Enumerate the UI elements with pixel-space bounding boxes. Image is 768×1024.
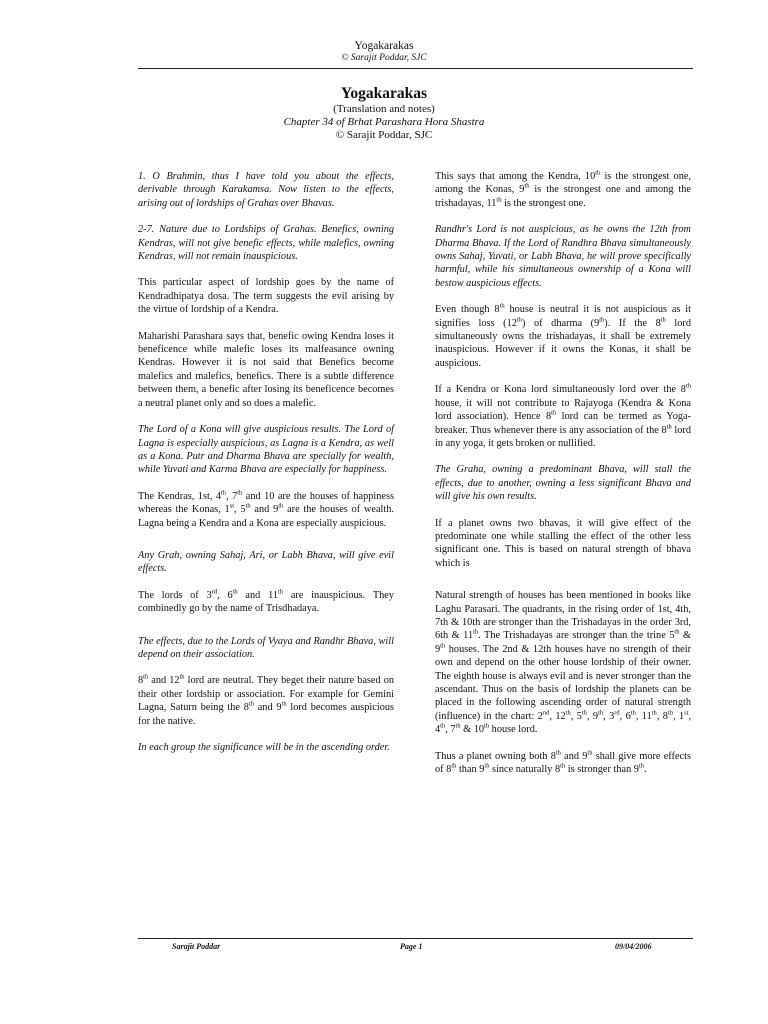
footer-date: 09/04/2006 xyxy=(615,942,652,951)
verse-kona-lord: The Lord of a Kona will give auspicious results. The Lord of Lagna is especially auspicious, as Lagna is a Kendra, as well as a Kona. Putr and Dharma Bhava are specially for wealth, while Yuvati and Karma Bhava are especially for happiness. xyxy=(138,424,394,476)
note-neutral-lords: 8th and 12th lord are neutral. They beget their nature based on their other lordship or association. For example for Gemini Lagna, Saturn being the 8th and 9th lord becomes auspicious for the native. xyxy=(138,673,395,727)
header-rule xyxy=(138,68,693,69)
document-copyright: © Sarajit Poddar, SJC xyxy=(335,129,433,141)
note-two-bhavas: If a planet owns two bhavas, it will give effect of the predominate one while stalling the effect of the other less significant one. This is based on natural strength of bhava which is xyxy=(435,517,691,569)
verse-predominant-bhava: The Graha, owning a predominant Bhava, will stall the effects, due to another, owning a less significant Bhava and will give his own results. xyxy=(435,464,691,503)
note-eighth-ninth: Thus a planet owning both 8th and 9th shall give more effects of 8th than 9th since naturally 8th is stronger than 9th. xyxy=(435,749,691,776)
note-natural-strength: Natural strength of houses has been mentioned in books like Laghu Parasari. The quadrants, in the rising order of 1st, 4th, 7th & 10th are stronger than the Trishadayas in the order 3rd, 6th & 11th. The Trishadayas are stronger than the trine 5th & 9th houses. The 2nd & 12th houses have no strength of their own and depend on the other house lordship of their owner. The eighth house is always evil and is never stronger than the ascendant. Thus on the basis of lordship the planets can be placed in the following ascending order of natural strength (influence) in the chart: 2nd, 12th, 5th, 9th, 3rd, 6th, 11th, 8th, 1st, 4th, 7th & 10th house lord. xyxy=(435,590,692,736)
running-head-title: Yogakarakas xyxy=(354,40,414,52)
document-title: Yogakarakas xyxy=(340,85,428,102)
verse-sahaj-ari-labh: Any Grah, owning Sahaj, Ari, or Labh Bhava, will give evil effects. xyxy=(138,549,394,575)
document-source: Chapter 34 of Brhat Parashara Hora Shastra xyxy=(283,116,485,128)
note-kendradhipatya: This particular aspect of lordship goes by the name of Kendradhipatya dosa. The term suggests the evil arising by the virtue of lordship of a Kendra. xyxy=(138,277,394,316)
verse-2-7: 2-7. Nature due to Lordships of Grahas. Benefics, owning Kendras, will not give benefic effects, while malefics, owning Kendras, will not remain inauspicious. xyxy=(138,224,394,263)
footer-author: Sarajit Poddar xyxy=(172,942,221,951)
left-column xyxy=(138,170,394,767)
footer-rule xyxy=(138,938,693,939)
note-trisdhadaya: The lords of 3rd, 6th and 11th are inauspicious. They combinedly go by the name of Trisdhadaya. xyxy=(138,588,394,615)
note-eighth-house: Even though 8th house is neutral it is not auspicious as it signifies loss (12th) of dharma (9th). If the 8th lord simultaneously owns the trishadayas, it shall be extremely inauspicious. However if it owns the Konas, it shall be auspicious. xyxy=(435,302,691,369)
note-strongest: This says that among the Kendra, 10th is the strongest one, among the Konas, 9th is the strongest one and among the trishadayas, 11th is the strongest one. xyxy=(435,169,691,209)
right-column xyxy=(435,170,691,789)
verse-randhr-lord: Randhr's Lord is not auspicious, as he owns the 12th from Dharma Bhava. If the Lord of Randhra Bhava simultaneously owns Sahaj, Yuvati, or Labh Bhava, he will prove specifically harmful, while his simultaneous ownership of a Kona will bestow auspicious effects. xyxy=(435,224,691,289)
verse-1: 1. O Brahmin, thus I have told you about the effects, derivable through Karakamsa. Now listen to the effects, arising out of lordships of Grahas over Bhavas. xyxy=(138,171,394,209)
verse-ascending-order: In each group the significance will be in the ascending order. xyxy=(138,742,390,753)
note-yoga-breaker: If a Kendra or Kona lord simultaneously lord over the 8th house, it will not contribute to Rajayoga (Kendra & Kona lord association). Hence 8th lord can be termed as Yoga-breaker. Thus whenever there is any association of the 8th lord in any yoga, it gets broken or nullified. xyxy=(435,382,691,449)
document-subtitle: (Translation and notes) xyxy=(333,103,435,115)
note-kendras-konas: The Kendras, 1st, 4th, 7th and 10 are the houses of happiness whereas the Konas, 1st, 5th and 9th are the houses of wealth. Lagna being a Kendra and a Kona are especially auspicious. xyxy=(138,489,395,529)
running-head-author: © Sarajit Poddar, SJC xyxy=(341,53,427,63)
note-parashara: Maharishi Parashara says that, benefic owing Kendra loses it beneficence while malefic loses its malfeasance owning Kendras. However it is not said that Benefics become malefics and malefics, benefics. There is a subtle difference between them, a benefic after losing its beneficence becomes a neutral planet only and so does a malefic. xyxy=(138,330,394,409)
verse-vyaya-randhr: The effects, due to the Lords of Vyaya and Randhr Bhava, will depend on their association. xyxy=(138,635,394,660)
page-number: Page 1 xyxy=(400,942,423,951)
